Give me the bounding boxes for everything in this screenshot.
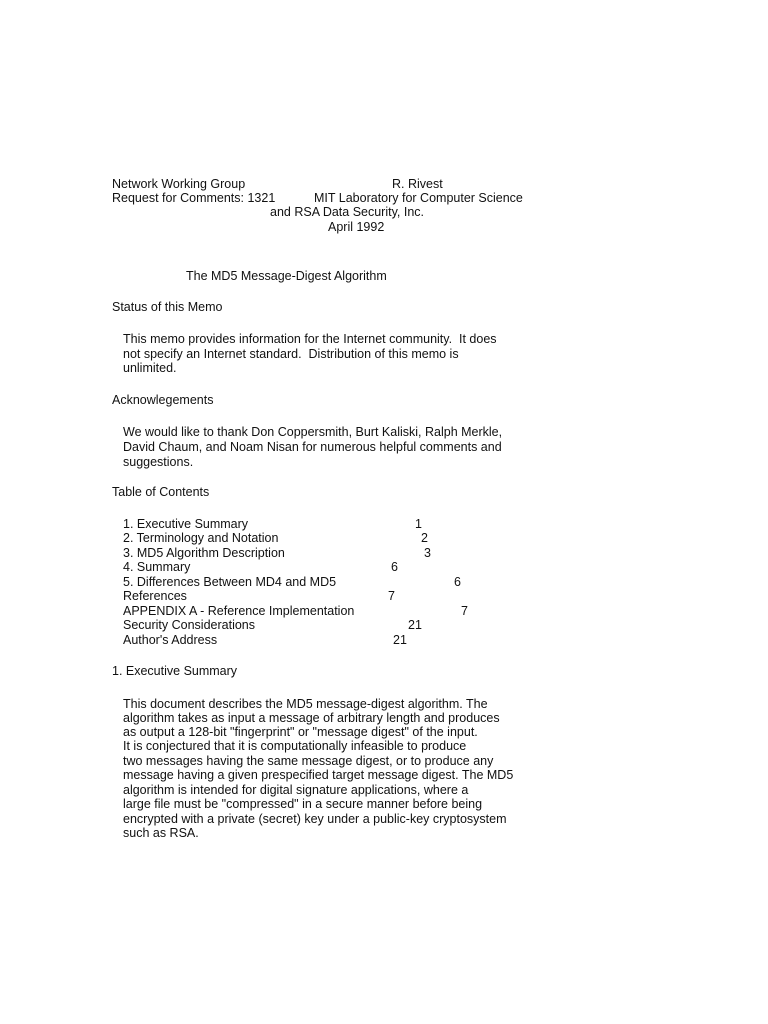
status-line: This memo provides information for the Internet community. It does xyxy=(123,332,497,346)
acknowledgements-line: We would like to thank Don Coppersmith, Burt Kaliski, Ralph Merkle, xyxy=(123,425,503,439)
status-line: unlimited. xyxy=(123,361,177,375)
executive-summary-line: message having a given prespecified target message digest. The MD5 xyxy=(123,768,514,782)
toc-entry-title: 3. MD5 Algorithm Description xyxy=(123,546,285,560)
toc-heading: Table of Contents xyxy=(112,485,210,499)
executive-summary-line: This document describes the MD5 message-digest algorithm. The xyxy=(123,697,488,711)
toc-entry-title: Author's Address xyxy=(123,633,218,647)
header-rfc-number: Request for Comments: 1321 xyxy=(112,191,276,205)
toc-entry-title: 2. Terminology and Notation xyxy=(123,531,279,545)
acknowledgements-line: David Chaum, and Noam Nisan for numerous helpful comments and xyxy=(123,440,502,454)
executive-summary-line: encrypted with a private (secret) key under a public-key cryptosystem xyxy=(123,812,507,826)
acknowledgements-heading: Acknowlegements xyxy=(112,393,214,407)
toc-entry-title: Security Considerations xyxy=(123,618,256,632)
toc-entry-page: 1 xyxy=(415,517,422,531)
executive-summary-line: such as RSA. xyxy=(123,826,199,840)
toc-entry-title: 4. Summary xyxy=(123,560,191,574)
toc-entry-page: 6 xyxy=(391,560,398,574)
toc-entry-title: APPENDIX A - Reference Implementation xyxy=(123,604,355,618)
toc-entry-title: 1. Executive Summary xyxy=(123,517,249,531)
status-heading: Status of this Memo xyxy=(112,300,223,314)
executive-summary-line: two messages having the same message digest, or to produce any xyxy=(123,754,494,768)
toc-entry-page: 21 xyxy=(393,633,407,647)
toc-entry-title: 5. Differences Between MD4 and MD5 xyxy=(123,575,337,589)
header-affiliation-mit: MIT Laboratory for Computer Science xyxy=(314,191,523,205)
executive-summary-line: algorithm takes as input a message of arbitrary length and produces xyxy=(123,711,500,725)
executive-summary-line: large file must be "compressed" in a secure manner before being xyxy=(123,797,483,811)
header-author: R. Rivest xyxy=(392,177,443,191)
acknowledgements-line: suggestions. xyxy=(123,455,194,469)
header-working-group: Network Working Group xyxy=(112,177,246,191)
document-title: The MD5 Message-Digest Algorithm xyxy=(186,269,387,283)
toc-entry-page: 21 xyxy=(408,618,422,632)
header-date: April 1992 xyxy=(328,220,385,234)
header-affiliation-rsa: and RSA Data Security, Inc. xyxy=(270,205,425,219)
toc-entry-page: 2 xyxy=(421,531,428,545)
executive-summary-line: It is conjectured that it is computationally infeasible to produce xyxy=(123,739,467,753)
executive-summary-heading: 1. Executive Summary xyxy=(112,664,238,678)
executive-summary-line: as output a 128-bit "fingerprint" or "message digest" of the input. xyxy=(123,725,478,739)
toc-entry-title: References xyxy=(123,589,187,603)
status-line: not specify an Internet standard. Distribution of this memo is xyxy=(123,347,459,361)
toc-entry-page: 3 xyxy=(424,546,431,560)
toc-entry-page: 6 xyxy=(454,575,461,589)
executive-summary-line: algorithm is intended for digital signature applications, where a xyxy=(123,783,469,797)
toc-entry-page: 7 xyxy=(388,589,395,603)
toc-entry-page: 7 xyxy=(461,604,468,618)
